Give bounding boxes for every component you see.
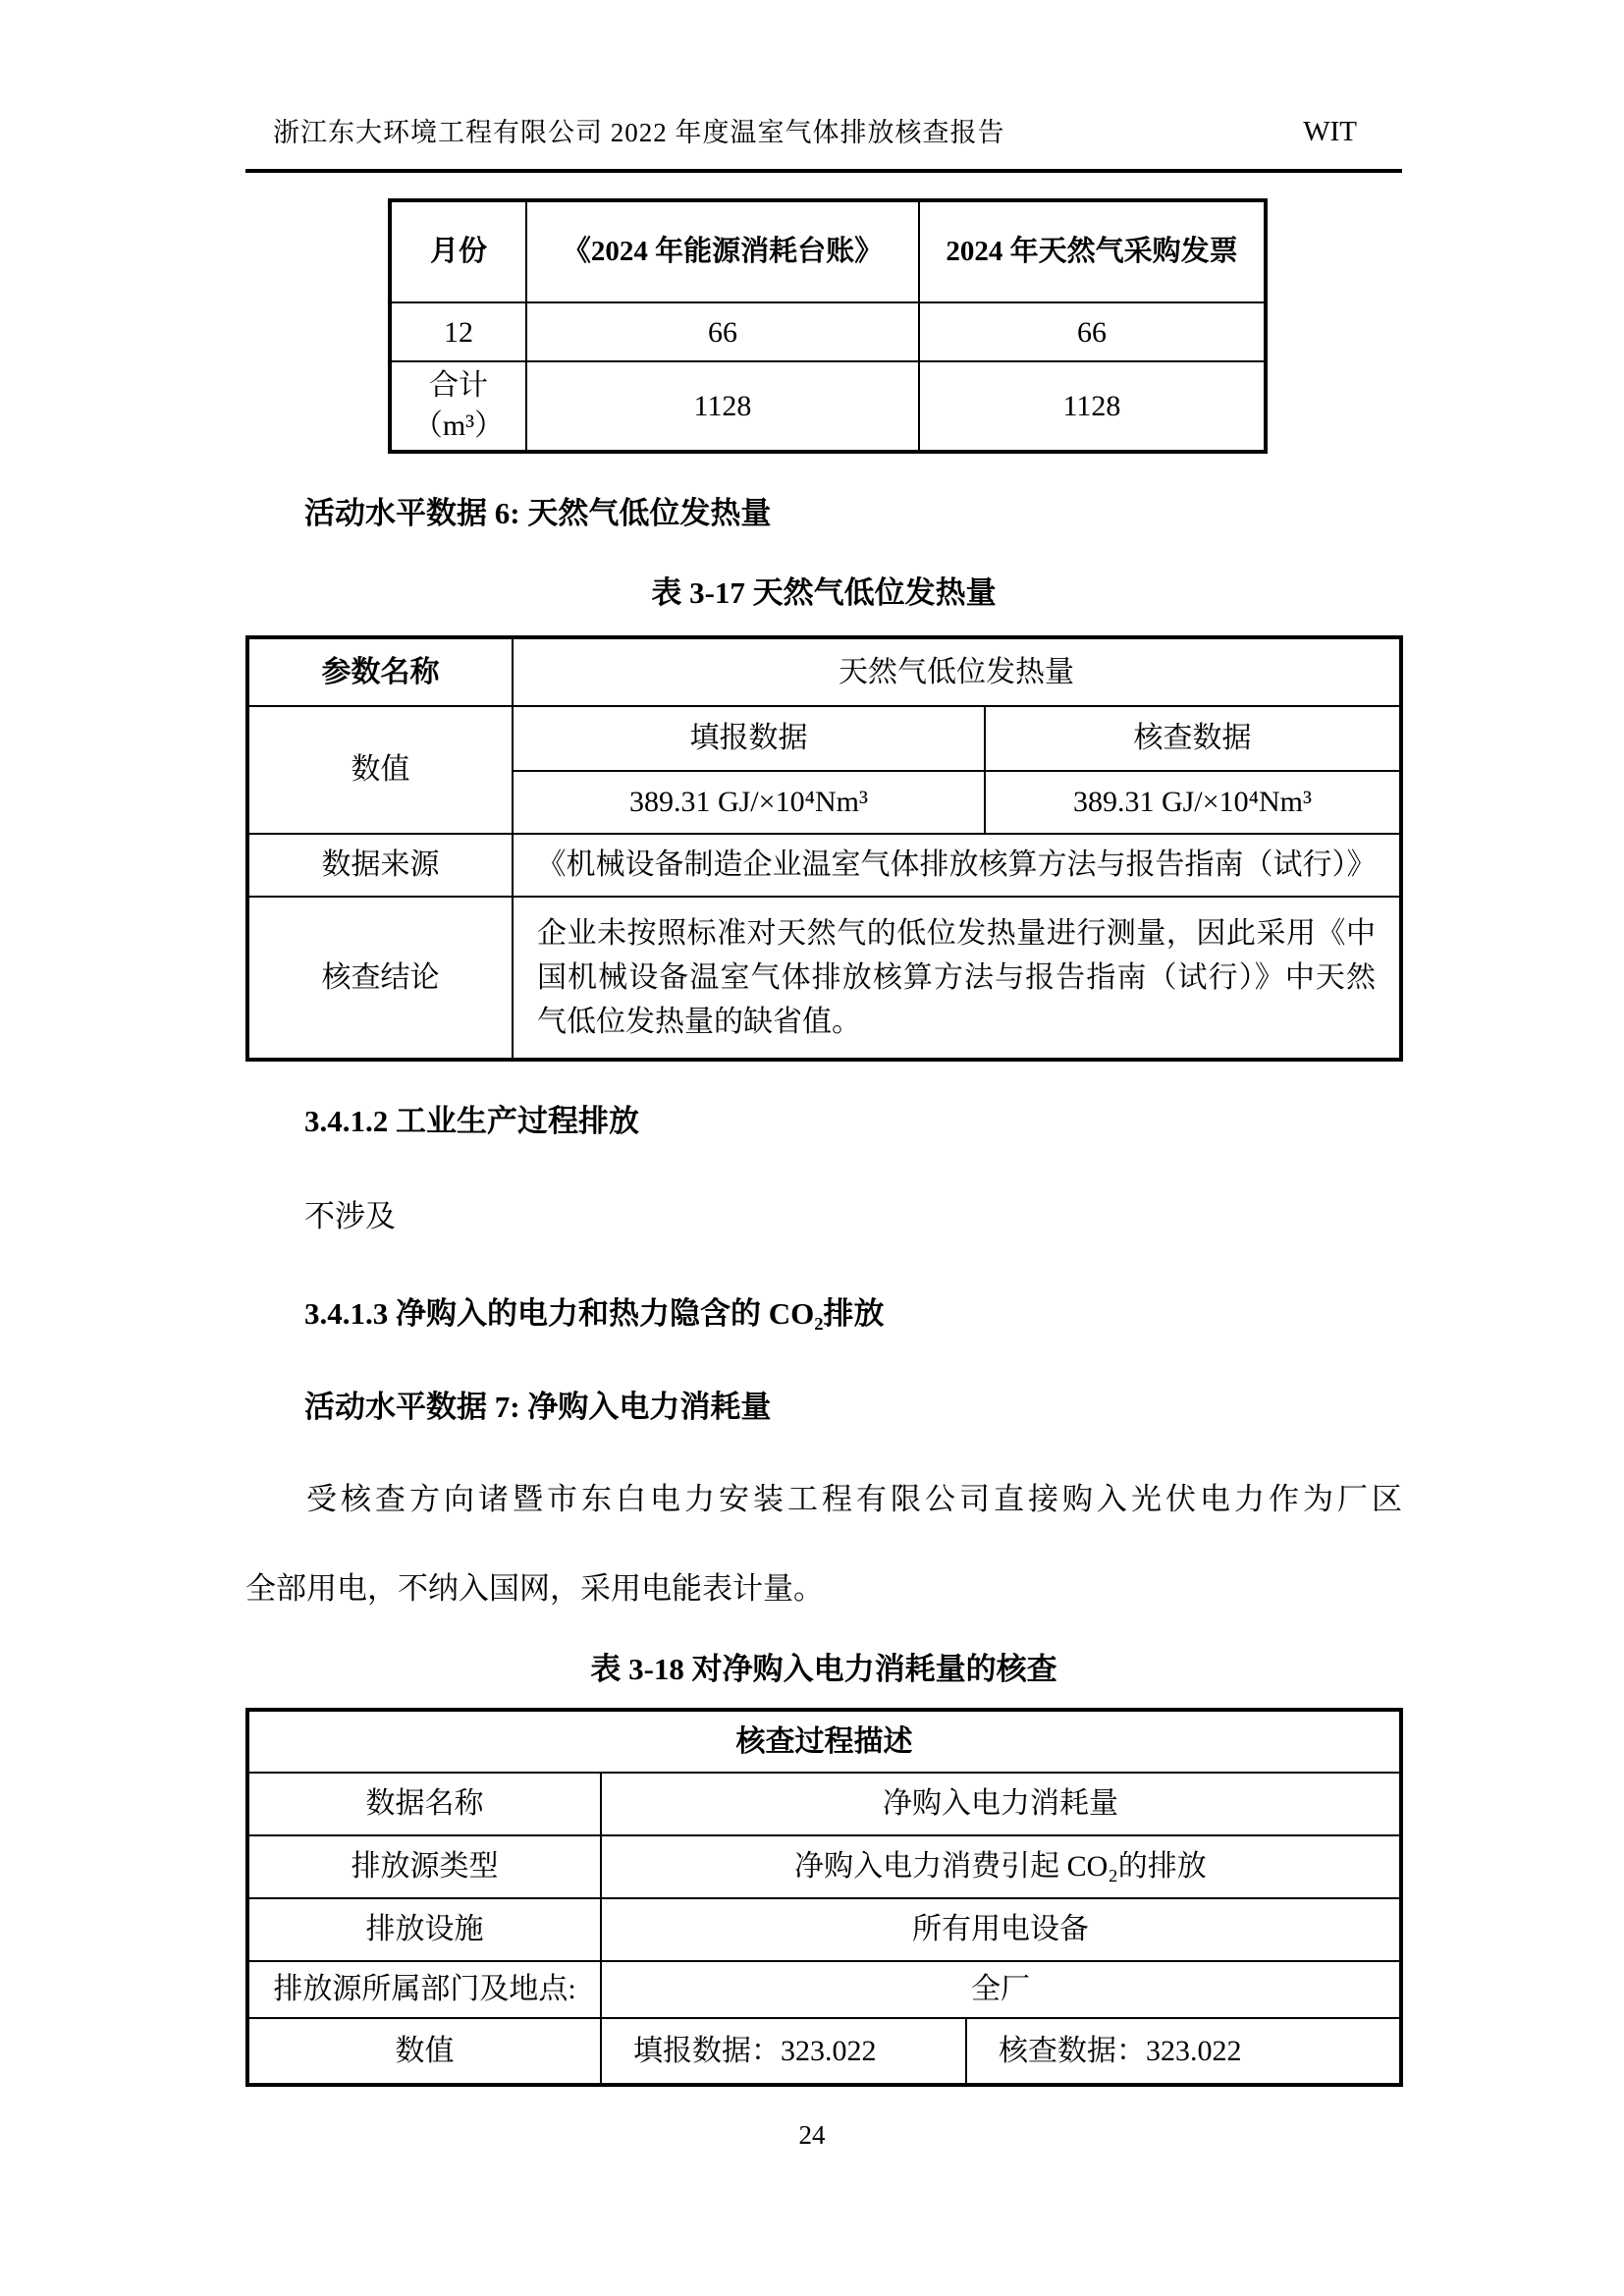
emission-source-type-value-cell: 净购入电力消费引起 CO₂的排放 (601, 1835, 1401, 1898)
conclusion-text-cell: 企业未按照标准对天然气的低位发热量进行测量，因此采用《中国机械设备温室气体排放核算方法与报告指南（试行）》中天然气低位发热量的缺省值。 (513, 897, 1401, 1060)
data-source-value-cell: 《机械设备制造企业温室气体排放核算方法与报告指南（试行）》 (513, 834, 1401, 897)
table-3-18-title-row (247, 1710, 1401, 1773)
section-3-4-1-2-heading: 3.4.1.2 工业生产过程排放 (304, 1103, 639, 1138)
reported-data-header-cell: 填报数据 (513, 706, 985, 771)
header-rule (245, 169, 1402, 173)
table-3-17-caption: 表 3-17 天然气低位发热量 (651, 575, 997, 611)
value-label-cell: 数值 (247, 706, 513, 834)
data-source-label-cell: 数据来源 (247, 834, 513, 897)
data-name-row (247, 1773, 1401, 1835)
param-name-value-cell: 天然气低位发热量 (513, 637, 1401, 706)
header-title: 浙江东大环境工程有限公司 2022 年度温室气体排放核查报告 (273, 117, 1005, 147)
emission-source-type-row (247, 1835, 1401, 1898)
paragraph-line-2: 全部用电，不纳入国网，采用电能表计量。 (245, 1571, 824, 1607)
table-3-18-caption: 表 3-18 对净购入电力消耗量的核查 (590, 1652, 1057, 1687)
emission-facility-label-cell: 排放设施 (247, 1898, 601, 1961)
page-number: 24 (798, 2120, 826, 2150)
gas-consumption-table (388, 198, 1268, 454)
header-wit-text: WIT (1303, 116, 1357, 147)
month-value-cell: 12 (390, 302, 526, 361)
param-name-label-cell: 参数名称 (247, 637, 513, 706)
conclusion-label-cell: 核查结论 (247, 897, 513, 1060)
emission-source-type-label-cell: 排放源类型 (247, 1835, 601, 1898)
verified-data-header-cell: 核查数据 (985, 706, 1401, 771)
section-3-4-1-3-heading: 3.4.1.3 净购入的电力和热力隐含的 CO₂排放 (304, 1296, 885, 1331)
body-paragraph (245, 1474, 1402, 1608)
not-involved-text: 不涉及 (304, 1198, 396, 1233)
table-3-18-title-cell: 核查过程描述 (247, 1710, 1401, 1773)
total-label-line2: （m³） (412, 409, 505, 442)
numeric-label-cell: 数值 (247, 2018, 601, 2085)
data-name-label-cell: 数据名称 (247, 1773, 601, 1835)
verified-value-cell: 389.31 GJ/×10⁴Nm³ (985, 771, 1401, 834)
gas-table-header-row (390, 200, 1266, 302)
verified-number-cell: 核查数据：323.022 (966, 2018, 1401, 2085)
paragraph-line-1: 受核查方向诸暨市东白电力安装工程有限公司直接购入光伏电力作为厂区 (306, 1482, 1402, 1517)
table-3-18 (245, 1708, 1403, 2087)
data-name-value-cell: 净购入电力消耗量 (601, 1773, 1401, 1835)
page-footer (0, 2120, 1624, 2151)
total-ledger-cell: 1128 (526, 361, 919, 452)
emission-department-value-cell: 全厂 (601, 1961, 1401, 2018)
param-name-row (247, 637, 1401, 706)
ledger-header-cell: 《2024 年能源消耗台账》 (526, 200, 919, 302)
page-header (245, 114, 1402, 149)
conclusion-row (247, 897, 1401, 1060)
total-label-line1: 合计 (429, 369, 488, 403)
reported-number-cell: 填报数据：323.022 (601, 2018, 966, 2085)
data-source-row (247, 834, 1401, 897)
reported-value-cell: 389.31 GJ/×10⁴Nm³ (513, 771, 985, 834)
total-invoice-cell: 1128 (919, 361, 1266, 452)
month-header-cell: 月份 (390, 200, 526, 302)
gas-table-total-row (390, 361, 1266, 452)
table-3-17 (245, 635, 1403, 1062)
emission-department-label-cell: 排放源所属部门及地点: (247, 1961, 601, 2018)
emission-facility-value-cell: 所有用电设备 (601, 1898, 1401, 1961)
emission-department-row (247, 1961, 1401, 2018)
value-header-row (247, 706, 1401, 771)
invoice-header-cell: 2024 年天然气采购发票 (919, 200, 1266, 302)
total-label-cell (390, 361, 526, 452)
ledger-value-cell: 66 (526, 302, 919, 361)
numeric-value-row (247, 2018, 1401, 2085)
content-area (245, 198, 1402, 2086)
emission-facility-row (247, 1898, 1401, 1961)
gas-table-data-row (390, 302, 1266, 361)
activity-data-6-heading: 活动水平数据 6: 天然气低位发热量 (304, 496, 772, 531)
invoice-value-cell: 66 (919, 302, 1266, 361)
activity-data-7-heading: 活动水平数据 7: 净购入电力消耗量 (304, 1390, 772, 1425)
